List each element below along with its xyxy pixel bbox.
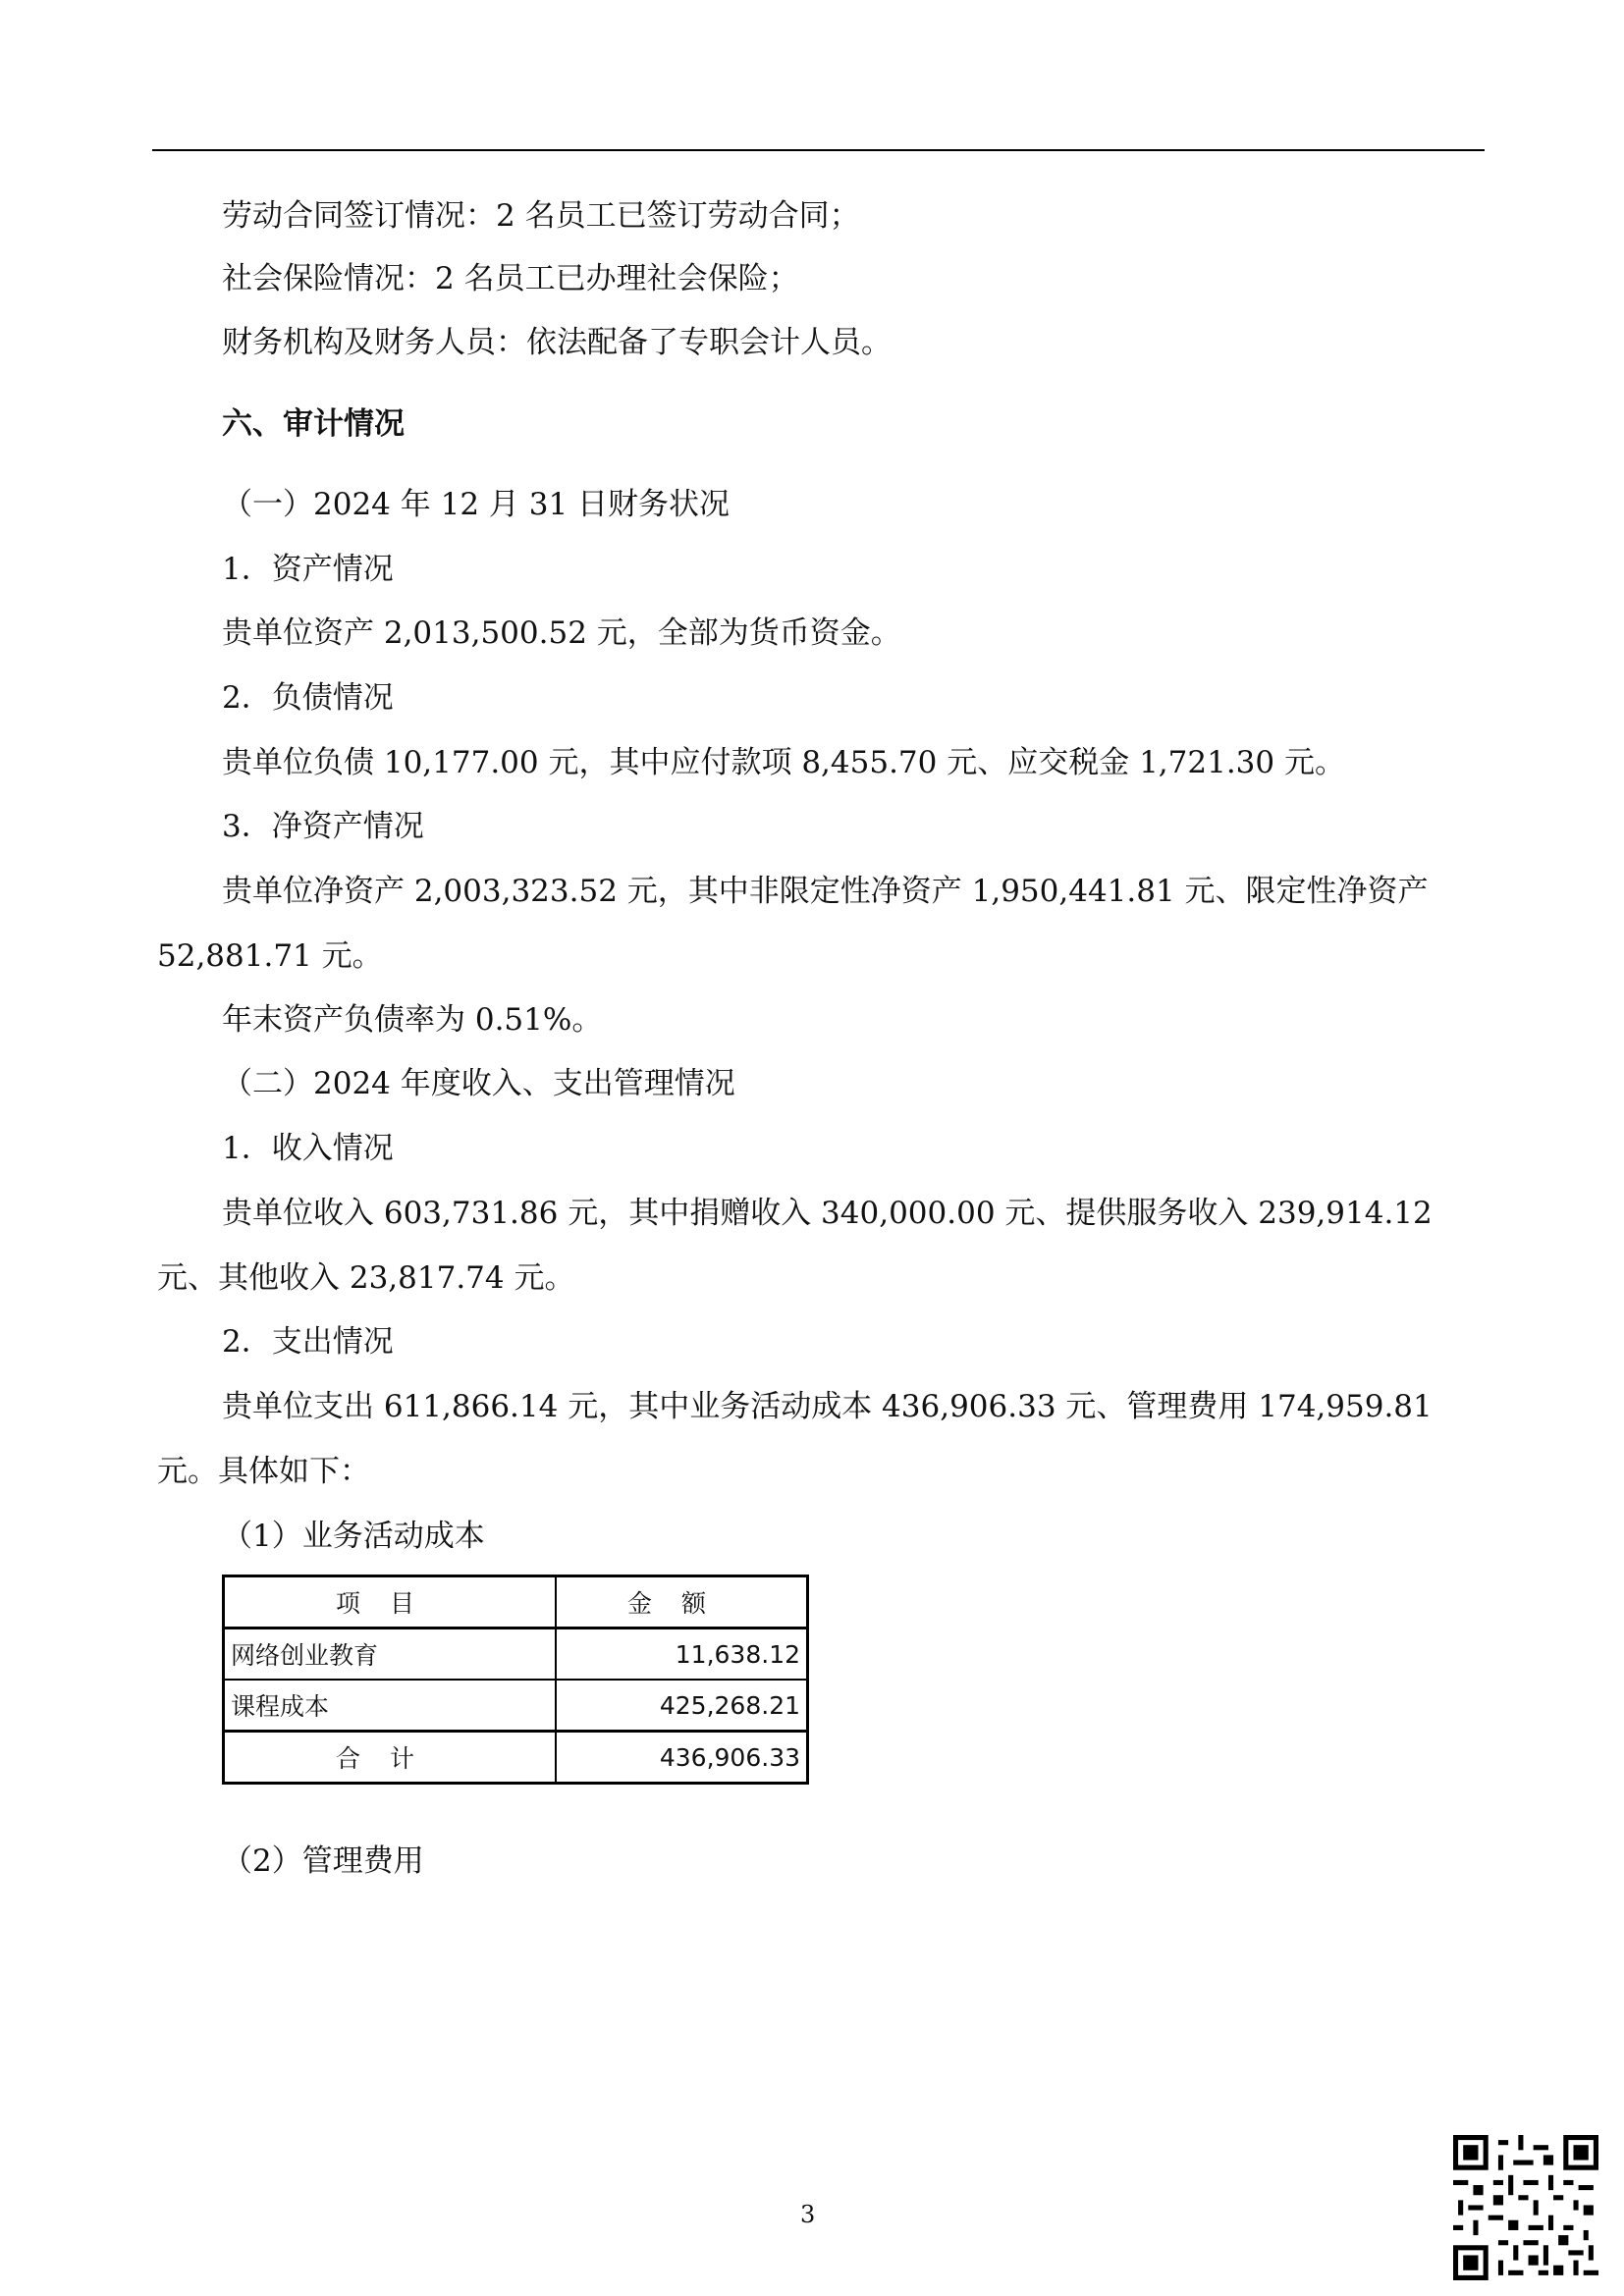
expense-text: 贵单位支出 611,866.14 元，其中业务活动成本 436,906.33 元、管理费用 174,959.81 元。具体如下： xyxy=(157,1389,1433,1489)
row-amount: 11,638.12 xyxy=(556,1629,808,1681)
expense-heading: 2．支出情况 xyxy=(222,1324,394,1360)
row-item: 课程成本 xyxy=(224,1680,557,1732)
subsection-1-heading: （一）2024 年 12 月 31 日财务状况 xyxy=(222,487,731,522)
income-heading: 1．收入情况 xyxy=(222,1131,394,1166)
net-assets-heading: 3．净资产情况 xyxy=(222,809,424,844)
section-6-heading: 六、审计情况 xyxy=(222,406,405,442)
table-total-row xyxy=(224,1732,808,1784)
social-insurance-line: 社会保险情况：2 名员工已办理社会保险； xyxy=(222,261,799,296)
business-cost-table xyxy=(222,1575,809,1785)
table-row xyxy=(224,1629,808,1681)
table-header-row xyxy=(224,1576,808,1629)
total-amount: 436,906.33 xyxy=(556,1732,808,1784)
subsection-2-heading: （二）2024 年度收入、支出管理情况 xyxy=(222,1066,735,1101)
liabilities-text: 贵单位负债 10,177.00 元，其中应付款项 8,455.70 元、应交税金 1,721.30 元。 xyxy=(222,745,1345,780)
business-cost-heading: （1）业务活动成本 xyxy=(222,1519,485,1554)
header-amount: 金额 xyxy=(556,1576,808,1629)
header-rule xyxy=(152,149,1485,151)
qr-code-icon xyxy=(1453,2135,1598,2280)
net-assets-text: 贵单位净资产 2,003,323.52 元，其中非限定性净资产 1,950,441.81 元、限定性净资产 52,881.71 元。 xyxy=(157,874,1429,974)
total-label: 合计 xyxy=(224,1732,557,1784)
page-number: 3 xyxy=(800,2201,816,2228)
debt-ratio-line: 年末资产负债率为 0.51%。 xyxy=(222,1002,603,1038)
table-row xyxy=(224,1680,808,1732)
row-item: 网络创业教育 xyxy=(224,1629,557,1681)
management-fee-heading: （2）管理费用 xyxy=(222,1843,424,1879)
labor-contract-line: 劳动合同签订情况：2 名员工已签订劳动合同； xyxy=(222,198,860,234)
assets-text: 贵单位资产 2,013,500.52 元，全部为货币资金。 xyxy=(222,615,901,651)
assets-heading: 1．资产情况 xyxy=(222,552,394,587)
liabilities-heading: 2．负债情况 xyxy=(222,680,394,716)
income-text: 贵单位收入 603,731.86 元，其中捐赠收入 340,000.00 元、提供服务收入 239,914.12 元、其他收入 23,817.74 元。 xyxy=(157,1196,1433,1296)
finance-staff-line: 财务机构及财务人员：依法配备了专职会计人员。 xyxy=(222,325,892,360)
row-amount: 425,268.21 xyxy=(556,1680,808,1732)
header-item: 项目 xyxy=(224,1576,557,1629)
